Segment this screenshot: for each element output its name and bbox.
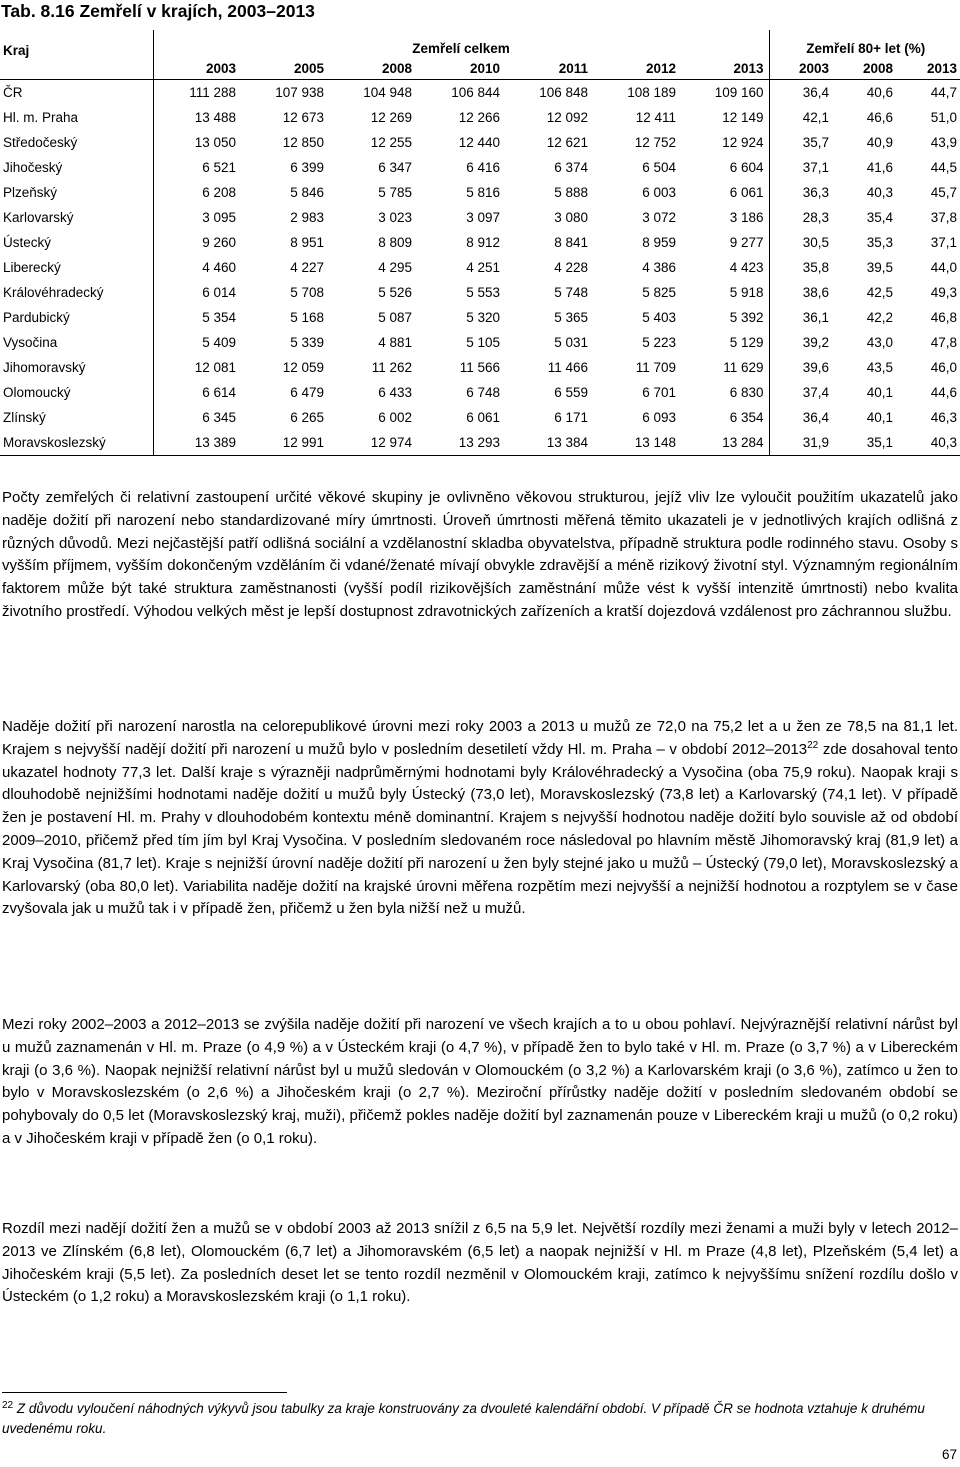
column-header-kraj: Kraj [0, 30, 153, 80]
table-row [0, 330, 960, 355]
table-cell: 13 293 [417, 430, 505, 456]
table-row [0, 130, 960, 155]
table-row [0, 180, 960, 205]
year-header: 2005 [241, 58, 329, 80]
table-cell: 35,1 [834, 430, 898, 456]
table-cell: 12 059 [282, 360, 324, 375]
region-name: Středočeský [3, 135, 78, 150]
table-cell: 5 846 [290, 185, 324, 200]
table-cell: 12 092 [546, 110, 588, 125]
table-cell: 6 345 [153, 405, 241, 430]
region-name: Liberecký [3, 260, 61, 275]
table-cell: 6 416 [466, 160, 500, 175]
table-cell: 11 566 [459, 360, 500, 375]
year-header: 2003 [153, 58, 241, 80]
table-cell: 4 295 [378, 260, 412, 275]
table-cell: 13 389 [153, 430, 241, 456]
table-cell: 46,0 [930, 360, 958, 375]
table-cell: 12 673 [282, 110, 324, 125]
year-header: 2011 [505, 58, 593, 80]
table-cell: 11 466 [547, 360, 588, 375]
table-cell: 5 918 [729, 285, 764, 300]
table-cell: 6 374 [554, 160, 588, 175]
region-name: Jihomoravský [3, 360, 86, 375]
footnote [2, 1399, 952, 1439]
table-cell: 13 284 [681, 430, 769, 456]
table-cell: 8 841 [554, 235, 588, 250]
table-row [0, 255, 960, 280]
table-cell: 5 403 [642, 310, 676, 325]
region-name: Moravskoslezský [0, 430, 153, 456]
table-cell: 5 354 [153, 305, 241, 330]
table-cell: 12 621 [546, 135, 588, 150]
table-cell: 4 881 [378, 335, 412, 350]
table-cell: 39,2 [769, 330, 834, 355]
table-cell: 5 365 [554, 310, 588, 325]
table-cell: 104 948 [363, 85, 412, 100]
table-cell: 35,8 [769, 255, 834, 280]
table-cell: 36,1 [769, 305, 834, 330]
region-name: Vysočina [3, 335, 58, 350]
table-cell: 39,6 [769, 355, 834, 380]
table-cell: 3 072 [642, 210, 676, 225]
table-row [0, 155, 960, 180]
table-cell: 12 974 [329, 430, 417, 456]
paragraph-text [2, 716, 958, 921]
table-cell: 5 339 [290, 335, 324, 350]
table-cell: 44,5 [930, 160, 958, 175]
table-cell: 5 888 [554, 185, 588, 200]
table-cell: 5 409 [153, 330, 241, 355]
table-cell: 40,3 [866, 185, 894, 200]
table-cell: 40,3 [898, 430, 960, 456]
table-cell: 51,0 [930, 110, 958, 125]
year-header: 2003 [769, 58, 834, 80]
region-name: ČR [3, 85, 23, 100]
table-cell: 6 002 [378, 410, 412, 425]
table-cell: 2 983 [290, 210, 324, 225]
table-cell: 9 260 [153, 230, 241, 255]
table-cell: 12 752 [634, 135, 676, 150]
table-cell: 3 186 [729, 210, 764, 225]
table-cell: 13 148 [593, 430, 681, 456]
table-cell: 12 269 [370, 110, 412, 125]
table-cell: 9 277 [729, 235, 764, 250]
paragraph-text-part: zde dosahoval tento ukazatel hodnoty 77,3 let. Další kraje s výrazněji nadprůměrnými hodnotami byly Královéhradecký a Vysočina (oba 75,9 roku). Naopak kraji s dlouhodobě nejnižšími hodnotami naděje dožití u mužů byly Ústecký (73,0 let), Moravskoslezský (73,8 let) a Karlovarský (74,1 let). V případě žen je postavení Hl. m. Prahy v dlouhodobém kontextu méně dominantní. Krajem s nejvyšší hodnotou naděje dožití bylo souvisle až od období 2009–2010, přičemž před tím jím byl Kraj Vysočina. V posledním sledovaném roce následoval po hlavním městě Jihomoravský kraj (81,9 let) a Kraj Vysočina (81,7 let). Kraje s nejnižší úrovní naděje dožití při narození u žen byly stejné jako u mužů – Ústecký (79,0 let), Moravskoslezský a Karlovarský (oba 80,0 let). Variabilita naděje dožití na krajské úrovni měřena rozpětím mezi nejvyšší a nejnižší hodnotou a rozptylem se v čase zvyšovala jak u mužů tak i v případě žen, přičemž u žen byla nižší než u mužů. [2, 740, 958, 918]
region-name: Ústecký [3, 235, 52, 250]
table-cell: 44,7 [930, 85, 958, 100]
table-cell: 4 423 [729, 260, 764, 275]
table-cell: 12 266 [458, 110, 500, 125]
table-cell: 41,6 [866, 160, 894, 175]
table-cell: 11 629 [723, 360, 764, 375]
table-cell: 44,6 [930, 385, 958, 400]
page-number: 67 [941, 1447, 957, 1462]
table-cell: 37,8 [930, 210, 958, 225]
table-cell: 5 526 [378, 285, 412, 300]
table-cell: 6 830 [729, 385, 764, 400]
table-cell: 8 912 [466, 235, 500, 250]
deaths-by-region-table [0, 30, 960, 456]
region-name: Hl. m. Praha [3, 110, 79, 125]
paragraph-text-part: Naděje dožití při narození narostla na celorepublikové úrovni mezi roky 2003 a 2013 u mužů ze 72,0 na 75,2 let a u žen ze 78,5 na 81,1 let. Krajem s nejvyšší nadějí dožití při narození u mužů bylo v posledním desetiletí vždy Hl. m. Praha – v období 2012–2013 [2, 718, 958, 758]
year-header: 2010 [417, 58, 505, 80]
region-name: Plzeňský [3, 185, 58, 200]
footnote-reference: 22 [807, 739, 819, 751]
table-cell: 5 320 [466, 310, 500, 325]
table-row [0, 405, 960, 430]
table-cell: 6 701 [642, 385, 676, 400]
table-cell: 106 844 [451, 85, 500, 100]
table-cell: 12 440 [458, 135, 500, 150]
table-cell: 6 614 [153, 380, 241, 405]
table-cell: 111 288 [153, 80, 241, 106]
table-cell: 40,1 [866, 410, 894, 425]
table-cell: 5 087 [378, 310, 412, 325]
table-cell: 4 227 [290, 260, 324, 275]
table-cell: 38,6 [769, 280, 834, 305]
table-cell: 6 003 [642, 185, 676, 200]
table-cell: 5 816 [466, 185, 500, 200]
table-cell: 4 386 [642, 260, 676, 275]
paragraph-4 [2, 1218, 958, 1309]
table-cell: 4 460 [153, 255, 241, 280]
table-cell: 37,1 [769, 155, 834, 180]
table-row [0, 355, 960, 380]
table-cell: 6 014 [153, 280, 241, 305]
table-cell: 109 160 [714, 85, 764, 100]
table-cell: 46,8 [930, 310, 958, 325]
table-row [0, 205, 960, 230]
year-header: 2013 [898, 58, 960, 80]
table-cell: 3 080 [554, 210, 588, 225]
table-cell: 42,1 [769, 105, 834, 130]
region-name: Pardubický [3, 310, 70, 325]
table-cell: 5 031 [554, 335, 588, 350]
table-cell: 11 262 [371, 360, 412, 375]
table-cell: 36,4 [769, 405, 834, 430]
table-cell: 5 392 [729, 310, 764, 325]
table-cell: 28,3 [769, 205, 834, 230]
table-cell: 3 097 [466, 210, 500, 225]
table-row [0, 80, 960, 106]
table-cell: 4 251 [466, 260, 500, 275]
table-cell: 6 521 [153, 155, 241, 180]
table-cell: 6 354 [729, 410, 764, 425]
table-cell: 6 748 [466, 385, 500, 400]
table-cell: 43,9 [930, 135, 958, 150]
table-cell: 39,5 [866, 260, 894, 275]
table-row [0, 105, 960, 130]
year-header: 2008 [329, 58, 417, 80]
table-cell: 46,6 [866, 110, 894, 125]
table-cell: 35,7 [769, 130, 834, 155]
table-cell: 43,5 [866, 360, 894, 375]
table-cell: 30,5 [769, 230, 834, 255]
region-name: Zlínský [3, 410, 46, 425]
table-cell: 6 265 [290, 410, 324, 425]
table-cell: 40,1 [866, 385, 894, 400]
paragraph-2 [2, 716, 958, 921]
table-cell: 42,2 [866, 310, 894, 325]
paragraph-1 [2, 487, 958, 624]
table-cell: 6 208 [153, 180, 241, 205]
paragraph-text: Mezi roky 2002–2003 a 2012–2013 se zvýšila naděje dožití při narození ve všech krajích a to u obou pohlaví. Nejvýraznější relativní nárůst byl u mužů zaznamenán v Hl. m. Praze (o 4,9 %) a v Ústeckém kraji (o 4,7 %), v případě žen to bylo také v Hl. m. Praze (o 3,7 %) a v Libereckém kraji (o 3,6 %). Naopak nejnižší relativní nárůst byl u mužů sledován v Olomouckém (o 3,2 %) a Karlovarském kraji (o 3,6 %), zatímco u žen to bylo v Moravskoslezském (o 2,6 %) a Jihočeském kraji (o 2,7 %). Meziroční přírůstky naděje dožití v posledním sledovaném období se pohybovaly do 0,5 let (Moravskoslezský kraj, muži), přičemž pokles naděje dožití byl zaznamenán pouze v Libereckém kraji u mužů (o 0,2 roku) a v Jihočeském kraji v případě žen (o 0,1 roku). [2, 1016, 958, 1147]
paragraph-3 [2, 1014, 958, 1151]
table-cell: 47,8 [930, 335, 958, 350]
table-cell: 6 347 [378, 160, 412, 175]
footnote-text: Z důvodu vyloučení náhodných výkyvů jsou tabulky za kraje konstruovány za dvouleté kalendářní období. V případě ČR se hodnota vztahuje k druhému uvedenému roku. [2, 1401, 925, 1436]
year-header: 2013 [681, 58, 769, 80]
region-name: Karlovarský [3, 210, 74, 225]
region-name: Jihočeský [3, 160, 63, 175]
year-header: 2012 [593, 58, 681, 80]
table-cell: 6 061 [466, 410, 500, 425]
table-row [0, 430, 960, 456]
table-cell: 11 709 [635, 360, 676, 375]
region-name: Olomoucký [3, 385, 71, 400]
table-cell: 6 093 [642, 410, 676, 425]
table-cell: 36,4 [769, 80, 834, 106]
table-cell: 8 951 [290, 235, 324, 250]
table-cell: 43,0 [866, 335, 894, 350]
table-cell: 5 785 [378, 185, 412, 200]
table-cell: 106 848 [539, 85, 588, 100]
table-cell: 44,0 [930, 260, 958, 275]
table-cell: 13 384 [505, 430, 593, 456]
group-header-total: Zemřelí celkem [153, 30, 769, 58]
table-cell: 45,7 [930, 185, 958, 200]
paragraph-text: Počty zemřelých či relativní zastoupení určité věkové skupiny je ovlivněno věkovou strukturou, jejíž vliv lze vyloučit použitím ukazatelů jako naděje dožití při narození nebo standardizované míry úmrtnosti. Úroveň úmrtnosti měřená těmito ukazateli je v jednotlivých krajích odlišná z různých důvodů. Mezi nejčastější patří odlišná sociální a vzdělanostní skladba obyvatelstva, případně struktura podle rodinného stavu. Osoby s vyšším příjmem, vyšším dokončeným vzděláním či vdané/ženaté mívají obvykle zdravější a méně rizikový životní styl. Významným regionálním faktorem může být také struktura zaměstnanosti (vyšší podíl rizikovějších zaměstnání může vést k vyšší intenzitě úmrtnosti) nebo kvalita životního prostředí. Výhodou velkých měst je lepší dostupnost zdravotnických zařízeních a kratší dojezdová vzdálenost pro záchrannou službu. [2, 489, 958, 620]
table-cell: 36,3 [769, 180, 834, 205]
table-cell: 6 171 [554, 410, 588, 425]
table-cell: 5 748 [554, 285, 588, 300]
table-cell: 37,1 [930, 235, 958, 250]
table-cell: 12 081 [153, 355, 241, 380]
table-row [0, 380, 960, 405]
year-header: 2008 [834, 58, 898, 80]
table-title: Tab. 8.16 Zemřelí v krajích, 2003–2013 [1, 1, 315, 21]
table-cell: 3 095 [153, 205, 241, 230]
table-cell: 46,3 [930, 410, 958, 425]
table-cell: 5 105 [466, 335, 500, 350]
table-cell: 49,3 [930, 285, 958, 300]
table-cell: 108 189 [627, 85, 676, 100]
table-cell: 37,4 [769, 380, 834, 405]
table-row [0, 230, 960, 255]
footnote-marker: 22 [2, 1400, 14, 1411]
table-cell: 35,3 [866, 235, 894, 250]
table-cell: 5 825 [642, 285, 676, 300]
table-row [0, 280, 960, 305]
table-cell: 6 504 [642, 160, 676, 175]
table-cell: 5 708 [290, 285, 324, 300]
table-cell: 40,9 [866, 135, 894, 150]
table-cell: 12 850 [282, 135, 324, 150]
table-cell: 6 559 [554, 385, 588, 400]
table-cell: 6 479 [290, 385, 324, 400]
table-cell: 6 399 [290, 160, 324, 175]
table-cell: 3 023 [378, 210, 412, 225]
table-cell: 5 129 [729, 335, 764, 350]
table-cell: 4 228 [554, 260, 588, 275]
table-cell: 5 168 [290, 310, 324, 325]
paragraph-text: Rozdíl mezi nadějí dožití žen a mužů se v období 2003 až 2013 snížil z 6,5 na 5,9 let. Největší rozdíly mezi ženami a muži byly v letech 2012–2013 ve Zlínském (6,8 let), Olomouckém (6,7 let) a Jihomoravském (6,5 let) a naopak nejnižší v Hl. m Praze (4,8 let), Plzeňském (5,4 let) a Jihočeském kraji (5,5 let). Za posledních deset let se tento rozdíl nezměnil v Olomouckém kraji, zatímco k nejvyššímu snížení rozdílu došlo v Ústeckém (o 1,2 roku) a Moravskoslezském kraji (o 1,1 roku). [2, 1220, 958, 1306]
table-cell: 13 050 [153, 130, 241, 155]
table-cell: 12 411 [635, 110, 676, 125]
table-cell: 6 433 [378, 385, 412, 400]
table-row [0, 305, 960, 330]
table-cell: 13 488 [153, 105, 241, 130]
group-header-80plus: Zemřelí 80+ let (%) [769, 30, 960, 58]
table-cell: 5 223 [642, 335, 676, 350]
table-cell: 12 255 [370, 135, 412, 150]
table-cell: 107 938 [275, 85, 324, 100]
table-cell: 8 809 [378, 235, 412, 250]
table-cell: 35,4 [866, 210, 894, 225]
table-cell: 8 959 [642, 235, 676, 250]
table-cell: 12 149 [722, 110, 764, 125]
table-cell: 42,5 [866, 285, 894, 300]
table-cell: 12 924 [722, 135, 764, 150]
table-cell: 12 991 [241, 430, 329, 456]
table-cell: 6 604 [729, 160, 764, 175]
table-cell: 6 061 [729, 185, 764, 200]
table-cell: 31,9 [769, 430, 834, 456]
footnote-divider [2, 1392, 287, 1393]
table-cell: 5 553 [466, 285, 500, 300]
region-name: Královéhradecký [3, 285, 104, 300]
table-cell: 40,6 [866, 85, 894, 100]
